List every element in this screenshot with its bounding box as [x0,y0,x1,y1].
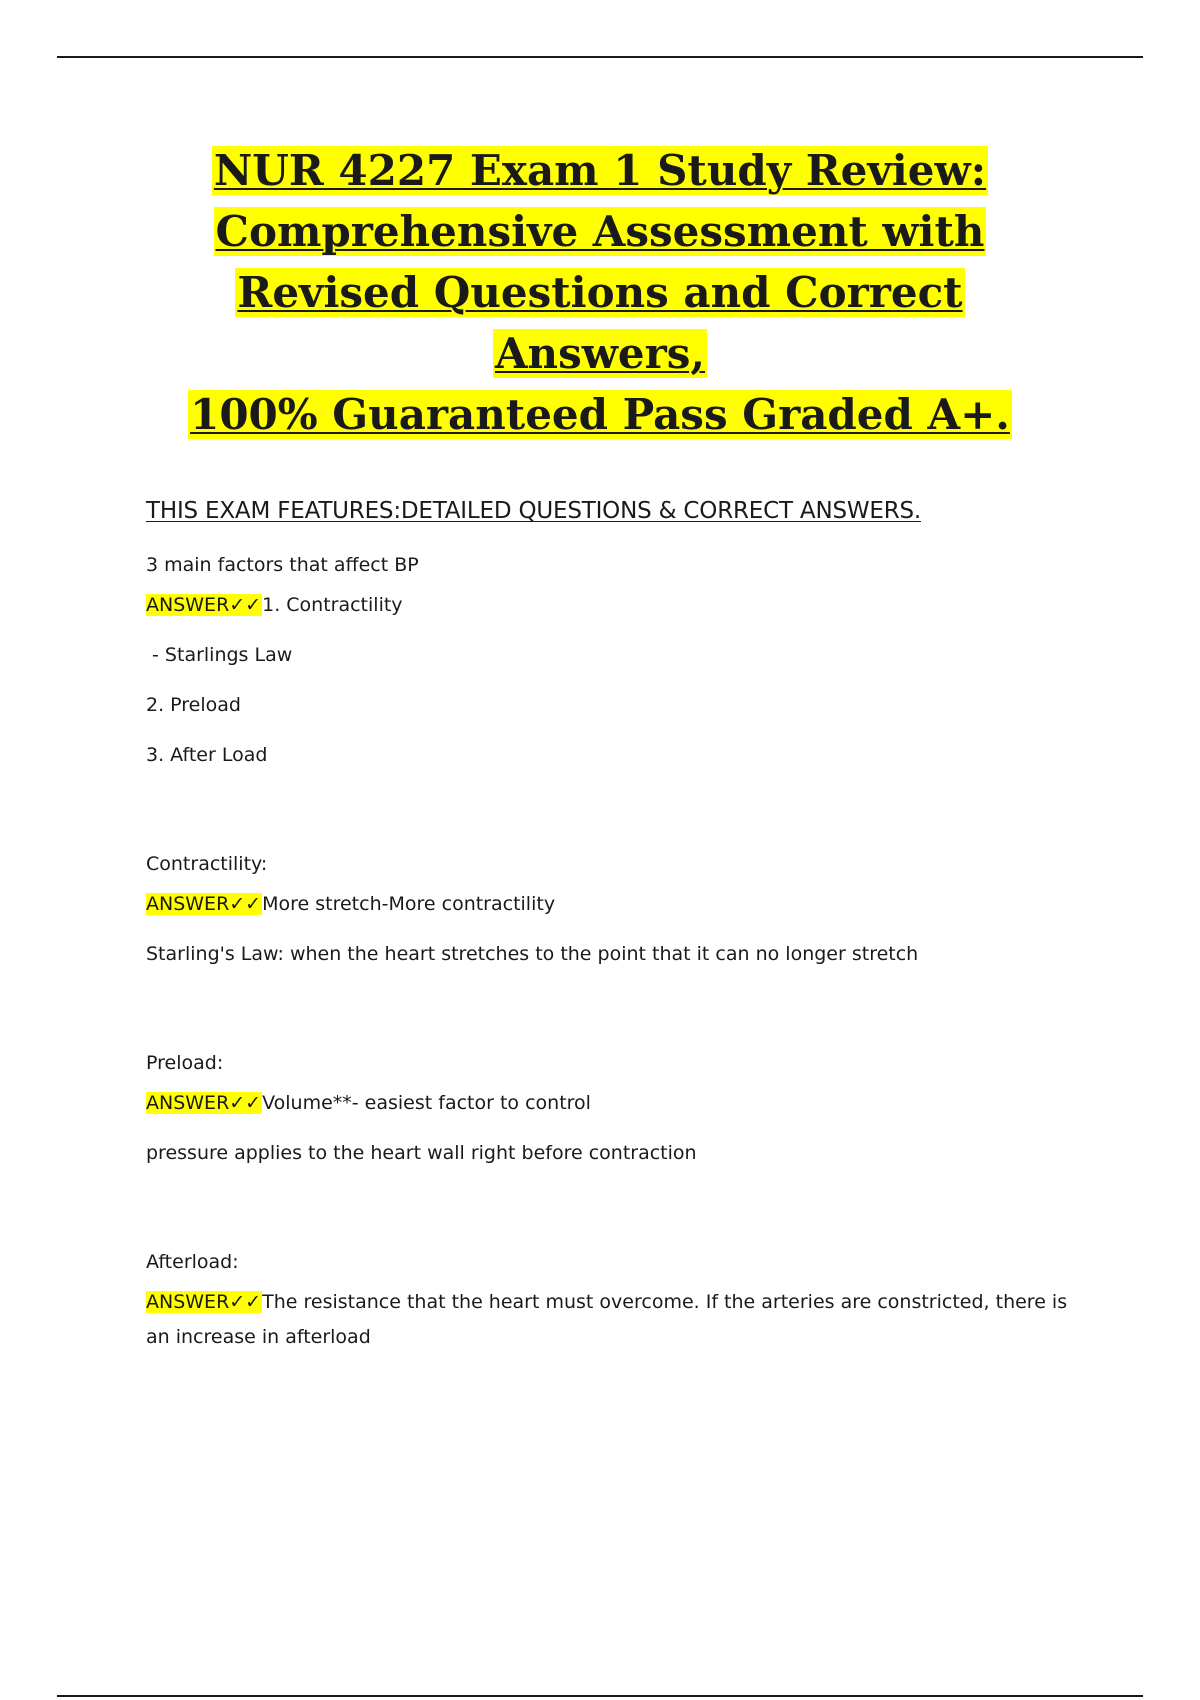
document-body [146,498,1086,1417]
qa-item [146,1249,1086,1355]
question-text: Afterload: [146,1251,239,1273]
bottom-rule [57,1695,1143,1697]
qa-item [146,1050,1086,1171]
title-line-2: Comprehensive Assessment with [215,207,985,256]
answer-tag: ANSWER✓✓ [146,1092,262,1114]
answer-tag: ANSWER✓✓ [146,594,262,616]
answer-text: 1. Contractility [262,594,403,616]
answer-line [146,887,1086,922]
document-title [120,140,1080,445]
answer-text: Volume**- easiest factor to control [262,1092,591,1114]
answer-extra-line: pressure applies to the heart wall right before contraction [146,1142,697,1164]
qa-item [146,552,1086,773]
title-line-1: NUR 4227 Exam 1 Study Review: [213,146,987,195]
answer-extra-line: Starling's Law: when the heart stretches to the point that it can no longer stretch [146,943,919,965]
answer-tag: ANSWER✓✓ [146,893,262,915]
title-line-5: 100% Guaranteed Pass Graded A+. [190,390,1010,439]
question-text: 3 main factors that affect BP [146,554,419,576]
question-text: Contractility: [146,853,268,875]
answer-line [146,588,1086,623]
answer-text: More stretch-More contractility [262,893,556,915]
answer-tag: ANSWER✓✓ [146,1291,262,1313]
top-rule [57,56,1143,58]
question-text: Preload: [146,1052,224,1074]
answer-text: The resistance that the heart must overcome. If the arteries are constricted, there is an increase in afterload [146,1291,1068,1348]
answer-extra-line: - Starlings Law [146,644,293,666]
answer-extra-line: 2. Preload [146,694,241,716]
answer-line [146,1285,1086,1355]
answer-extra-line: 3. After Load [146,744,268,766]
title-line-3: Revised Questions and Correct [237,268,963,317]
title-line-4: Answers, [494,329,706,378]
answer-line [146,1086,1086,1121]
qa-item [146,851,1086,972]
features-heading: THIS EXAM FEATURES:DETAILED QUESTIONS & CORRECT ANSWERS. [146,498,922,524]
